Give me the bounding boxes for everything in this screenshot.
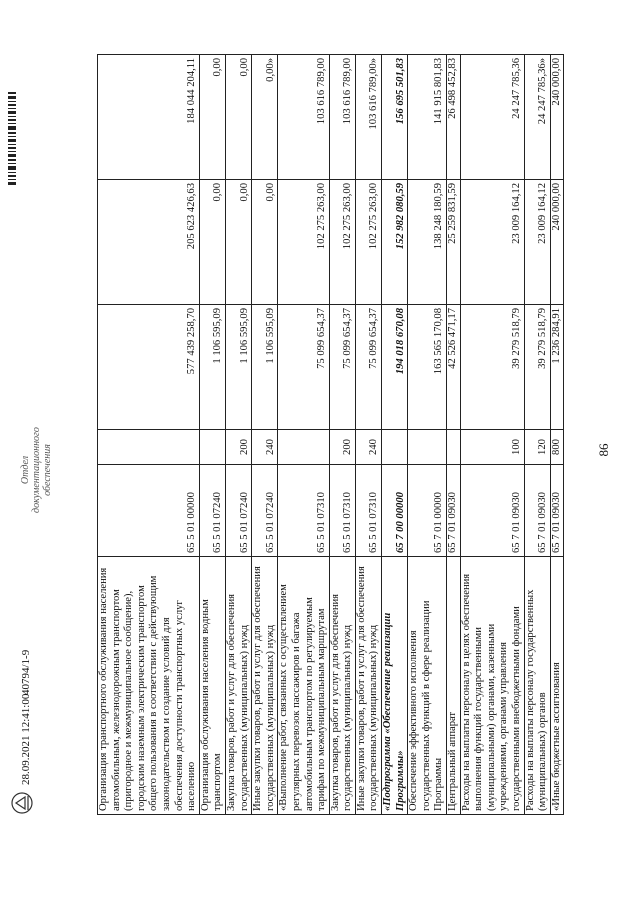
row-name-cell: Иные закупки товаров, работ и услуг для обеспечения государственных (муниципальных) нужд	[355, 557, 381, 815]
logo-icon	[10, 791, 34, 815]
table-row	[447, 55, 461, 815]
row-code-cell: 65 7 01 09030	[550, 465, 564, 557]
table-row	[329, 55, 355, 815]
row-value-2022-cell: 102 275 263,00	[329, 180, 355, 305]
table-row	[408, 55, 447, 815]
budget-table	[97, 54, 564, 815]
row-value-2023-cell: 240 000,00	[550, 55, 564, 180]
row-value-2023-cell: 141 915 801,83	[408, 55, 447, 180]
row-value-2021-cell: 163 565 170,08	[408, 305, 447, 430]
table-row	[460, 55, 524, 815]
row-name-cell: Закупка товаров, работ и услуг для обеспечения государственных (муниципальных) нужд	[329, 557, 355, 815]
row-value-2023-cell: 103 616 789,00»	[355, 55, 381, 180]
row-kind-cell: 200	[329, 430, 355, 465]
row-name-cell: Расходы на выплаты персоналу в целях обеспечения выполнения функций государственными (муниципальными) органами, казенными учреждениями, органами управления государственными внебюджетными фондами	[460, 557, 524, 815]
row-kind-cell: 200	[225, 430, 251, 465]
row-name-cell: Организация транспортного обслуживания населения автомобильным, железнодорожным транспортом (пригородное и межмуниципальное сообщение), городским наземным электрическим транспортом общего пользования в соответствии с действующим законодательством и создание условий для обеспечения доступности транспортных услуг населению	[98, 557, 200, 815]
table-row	[252, 55, 278, 815]
row-value-2021-cell: 1 106 595,09	[252, 305, 278, 430]
row-value-2021-cell: 39 279 518,79	[524, 305, 550, 430]
row-value-2021-cell: 75 099 654,37	[278, 305, 329, 430]
row-value-2023-cell: 26 498 452,83	[447, 55, 461, 180]
table-row	[199, 55, 225, 815]
row-code-cell: 65 7 01 09030	[447, 465, 461, 557]
row-code-cell: 65 5 01 07240	[199, 465, 225, 557]
row-value-2022-cell: 23 009 164,12	[524, 180, 550, 305]
row-value-2022-cell: 0,00	[199, 180, 225, 305]
row-value-2023-cell: 103 616 789,00	[278, 55, 329, 180]
row-value-2022-cell: 23 009 164,12	[460, 180, 524, 305]
row-value-2022-cell: 0,00	[252, 180, 278, 305]
row-code-cell: 65 7 01 00000	[408, 465, 447, 557]
row-value-2021-cell: 577 439 258,70	[98, 305, 200, 430]
table-row	[278, 55, 329, 815]
row-value-2022-cell: 205 623 426,63	[98, 180, 200, 305]
footer-datetime: 28.09.2021 12:41:00	[20, 693, 32, 785]
row-value-2023-cell: 0,00	[225, 55, 251, 180]
row-value-2022-cell: 138 248 180,59	[408, 180, 447, 305]
row-kind-cell	[382, 430, 408, 465]
row-value-2023-cell: 156 695 501,83	[382, 55, 408, 180]
row-name-cell: Закупка товаров, работ и услуг для обеспечения государственных (муниципальных) нужд	[225, 557, 251, 815]
barcode-icon	[8, 89, 16, 185]
row-value-2023-cell: 24 247 785,36»	[524, 55, 550, 180]
row-code-cell: 65 7 01 09030	[460, 465, 524, 557]
row-value-2021-cell: 42 526 471,17	[447, 305, 461, 430]
row-value-2022-cell: 0,00	[225, 180, 251, 305]
row-code-cell: 65 7 01 09030	[524, 465, 550, 557]
row-kind-cell	[278, 430, 329, 465]
row-code-cell: 65 5 01 00000	[98, 465, 200, 557]
row-name-cell: Расходы на выплаты персоналу государственных (муниципальных) органов	[524, 557, 550, 815]
row-name-cell: «Подпрограмма «Обеспечение реализации Программы»	[382, 557, 408, 815]
row-kind-cell	[447, 430, 461, 465]
row-value-2023-cell: 24 247 785,36	[460, 55, 524, 180]
footer-doc-code: 40794/1-9	[20, 649, 32, 695]
row-value-2021-cell: 1 106 595,09	[199, 305, 225, 430]
row-kind-cell	[408, 430, 447, 465]
stamp-line-2: обеспечения	[42, 444, 53, 496]
row-name-cell: «Иные бюджетные ассигнования	[550, 557, 564, 815]
table-row	[355, 55, 381, 815]
footer-stamp	[20, 415, 53, 525]
row-name-cell: Иные закупки товаров, работ и услуг для обеспечения государственных (муниципальных) нужд	[252, 557, 278, 815]
row-value-2021-cell: 194 018 670,08	[382, 305, 408, 430]
table-row	[382, 55, 408, 815]
row-code-cell: 65 5 01 07310	[355, 465, 381, 557]
row-code-cell: 65 5 01 07240	[225, 465, 251, 557]
page-number: 86	[596, 443, 611, 457]
row-value-2022-cell: 240 000,00	[550, 180, 564, 305]
row-name-cell: Организация обслуживания населения водным транспортом	[199, 557, 225, 815]
row-name-cell: Обеспечение эффективного исполнения государственных функций в сфере реализации Программы	[408, 557, 447, 815]
row-kind-cell: 240	[355, 430, 381, 465]
row-code-cell: 65 5 01 07310	[329, 465, 355, 557]
row-value-2022-cell: 102 275 263,00	[278, 180, 329, 305]
table-row	[524, 55, 550, 815]
row-kind-cell	[98, 430, 200, 465]
row-value-2021-cell: 75 099 654,37	[329, 305, 355, 430]
row-kind-cell	[199, 430, 225, 465]
row-value-2021-cell: 39 279 518,79	[460, 305, 524, 430]
row-name-cell: «Выполнение работ, связанных с осуществлением регулярных перевозок пассажиров и багажа автомобильным транспортом по регулируемым тарифам по межмуниципальным маршрутам	[278, 557, 329, 815]
row-code-cell: 65 5 01 07310	[278, 465, 329, 557]
row-name-cell: Центральный аппарат	[447, 557, 461, 815]
budget-table-body	[98, 55, 564, 815]
row-code-cell: 65 7 00 00000	[382, 465, 408, 557]
row-kind-cell: 240	[252, 430, 278, 465]
table-row	[225, 55, 251, 815]
row-value-2023-cell: 184 044 204,11	[98, 55, 200, 180]
row-kind-cell: 120	[524, 430, 550, 465]
row-value-2023-cell: 0,00»	[252, 55, 278, 180]
row-kind-cell: 800	[550, 430, 564, 465]
row-code-cell: 65 5 01 07240	[252, 465, 278, 557]
row-value-2021-cell: 1 236 284,91	[550, 305, 564, 430]
row-value-2021-cell: 75 099 654,37	[355, 305, 381, 430]
row-value-2023-cell: 103 616 789,00	[329, 55, 355, 180]
row-kind-cell: 100	[460, 430, 524, 465]
stamp-line-1: Отдел документационного	[20, 427, 42, 513]
table-row	[550, 55, 564, 815]
row-value-2021-cell: 1 106 595,09	[225, 305, 251, 430]
row-value-2022-cell: 152 982 080,59	[382, 180, 408, 305]
table-row	[98, 55, 200, 815]
row-value-2023-cell: 0,00	[199, 55, 225, 180]
row-value-2022-cell: 25 259 831,59	[447, 180, 461, 305]
row-value-2022-cell: 102 275 263,00	[355, 180, 381, 305]
